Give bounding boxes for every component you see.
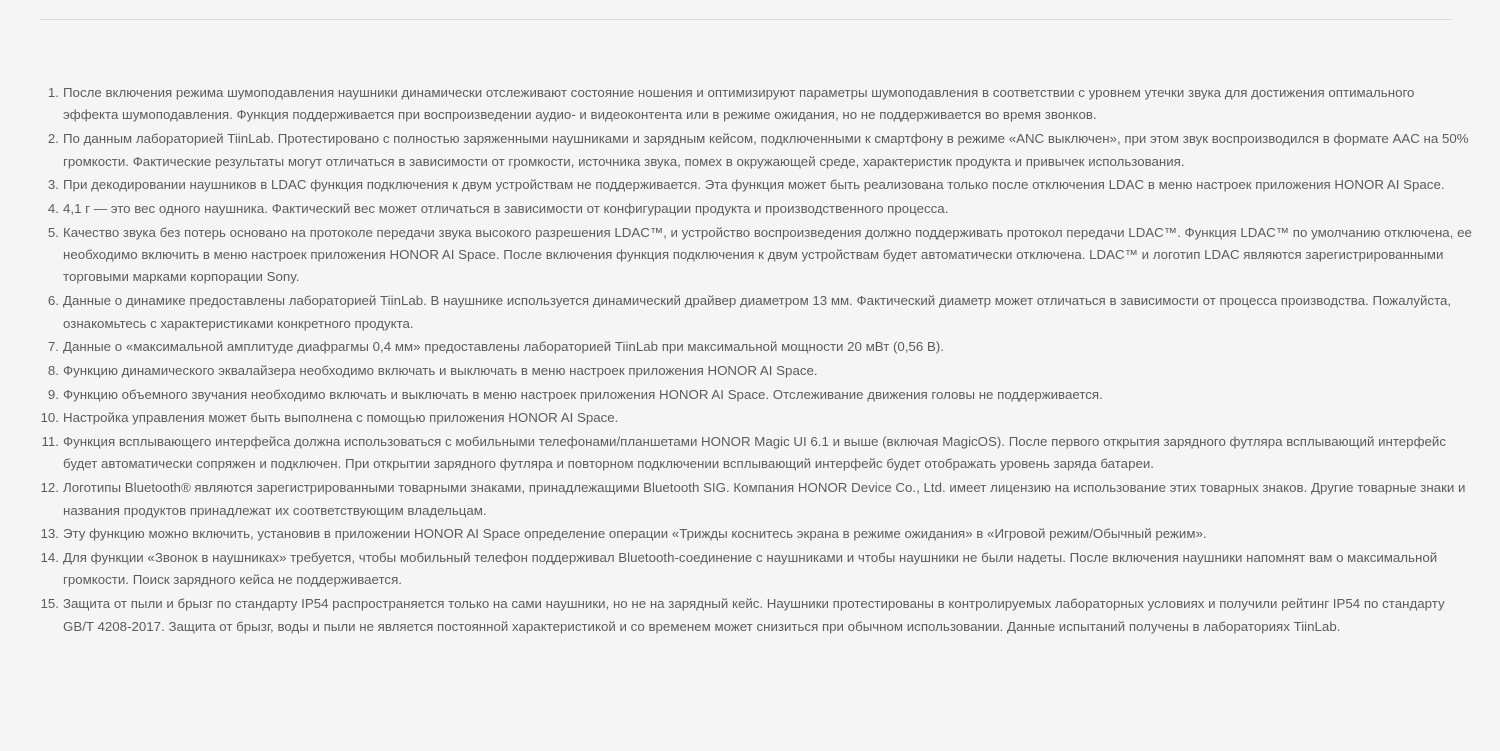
footnote-number: 8.	[47, 362, 59, 378]
footnote-text: Защита от пыли и брызг по стандарту IP54 распространяется только на сами наушники, но не на зарядный кейс. Наушники протестированы в контролируемых лабораторных условиях и получили рейтинг IP54 по стандарту GB/T 4208-2017. Защита от брызг, воды и пыли не является постоянной характеристикой и со временем может снизиться при обычном использовании. Данные испытаний получены в лабораториях TiinLab.	[63, 596, 1445, 634]
footnote-text: Эту функцию можно включить, установив в приложении HONOR AI Space определение операции «Трижды коснитесь экрана в режиме ожидания» в «Игровой режим/Обычный режим».	[63, 526, 1207, 542]
top-divider	[40, 19, 1452, 20]
footnote-number: 11.	[41, 434, 59, 450]
footnote-item	[41, 431, 1473, 476]
footnote-text: Для функции «Звонок в наушниках» требуется, чтобы мобильный телефон поддерживал Bluetooth-соединение с наушниками и чтобы наушники не были надеты. После включения наушники напомнят вам о максимальной громкости. Поиск зарядного кейса не поддерживается.	[63, 549, 1438, 588]
footnote-text: Настройка управления может быть выполнена с помощью приложения HONOR AI Space.	[63, 410, 619, 426]
footnote-item	[40, 407, 1473, 429]
footnote-item	[47, 82, 1473, 127]
footnote-number: 10.	[40, 410, 59, 426]
footnote-item	[47, 174, 1473, 196]
footnote-text: Данные о «максимальной амплитуде диафрагмы 0,4 мм» предоставлены лабораторией TiinLab при максимальной мощности 20 мВт (0,56 В).	[63, 339, 944, 355]
footnote-text: Функцию объемного звучания необходимо включать и выключать в меню настроек приложения HONOR AI Space. Отслеживание движения головы не поддерживается.	[63, 386, 1103, 402]
footnote-text: После включения режима шумоподавления наушники динамически отслеживают состояние ношения и оптимизируют параметры шумоподавления в соответствии с уровнем утечки звука для достижения оптимального эффекта шумоподавления. Функция поддерживается при воспроизведении аудио- и видеоконтента или в режиме ожидания, но не поддерживается во время звонков.	[63, 85, 1415, 123]
footnote-item	[47, 360, 1473, 382]
footnote-item	[47, 198, 1473, 220]
footnote-number: 9.	[47, 386, 59, 402]
footnote-text: При декодировании наушников в LDAC функция подключения к двум устройствам не поддерживается. Эта функция может быть реализована только после отключения LDAC в меню настроек приложения HONOR AI Space.	[63, 177, 1445, 193]
footnote-text: Функцию динамического эквалайзера необходимо включать и выключать в меню настроек приложения HONOR AI Space.	[63, 362, 818, 378]
footnote-number: 2.	[47, 131, 59, 147]
footnote-item	[47, 336, 1473, 358]
footnote-item	[40, 477, 1473, 522]
footnote-number: 6.	[47, 293, 59, 309]
footnote-item	[47, 128, 1473, 173]
footnote-text: Функция всплывающего интерфейса должна использоваться с мобильными телефонами/планшетами HONOR Magic UI 6.1 и выше (включая MagicOS). После первого открытия зарядного футляра всплывающий интерфейс будет автоматически сопряжен и подключен. При открытии зарядного футляра и повторном подключении всплывающий интерфейс будет отображать уровень заряда батареи.	[63, 434, 1446, 472]
footnote-text: Логотипы Bluetooth® являются зарегистрированными товарными знаками, принадлежащими Bluetooth SIG. Компания HONOR Device Co., Ltd. имеет лицензию на использование этих товарных знаков. Другие товарные знаки и названия продуктов принадлежат их соответствующим владельцам.	[63, 480, 1466, 518]
footnote-text: Данные о динамике предоставлены лабораторией TiinLab. В наушнике используется динамический драйвер диаметром 13 мм. Фактический диаметр может отличаться в зависимости от процесса производства. Пожалуйста, ознакомьтесь с характеристиками конкретного продукта.	[63, 293, 1452, 331]
footnote-number: 13.	[40, 526, 59, 542]
footnote-item	[40, 523, 1473, 545]
footnote-number: 12.	[40, 480, 59, 496]
footnote-number: 5.	[47, 224, 59, 240]
footnote-item	[47, 290, 1473, 335]
footnote-item	[47, 222, 1473, 289]
footnote-text: По данным лабораторией TiinLab. Протестировано с полностью заряженными наушниками и зарядным кейсом, подключенными к смартфону в режиме «ANC выключен», при этом звук воспроизводился в формате AAC на 50% громкости. Фактические результаты могут отличаться в зависимости от громкости, источника звука, помех в окружающей среде, характеристик продукта и привычек использования.	[63, 131, 1469, 169]
footnote-text: Качество звука без потерь основано на протоколе передачи звука высокого разрешения LDAC™, и устройство воспроизведения должно поддерживать протокол передачи LDAC™. Функция LDAC™ по умолчанию отключена, ее необходимо включить в меню настроек приложения HONOR AI Space. После включения функция подключения к двум устройствам будет автоматически отключена. LDAC™ и логотип LDAC являются зарегистрированными торговыми марками корпорации Sony.	[63, 224, 1472, 285]
footnote-number: 4.	[47, 200, 59, 216]
footnote-item	[40, 547, 1473, 592]
footnote-item	[40, 593, 1473, 638]
footnote-number: 3.	[47, 177, 59, 193]
footnote-number: 7.	[47, 339, 59, 355]
footnote-item	[47, 384, 1473, 406]
footnote-text: 4,1 г — это вес одного наушника. Фактический вес может отличаться в зависимости от конфигурации продукта и производственного процесса.	[63, 200, 949, 216]
footnote-number: 14.	[40, 549, 59, 565]
footnotes-list	[32, 82, 1473, 639]
footnote-number: 1.	[47, 85, 59, 100]
footnote-number: 15.	[40, 596, 59, 612]
